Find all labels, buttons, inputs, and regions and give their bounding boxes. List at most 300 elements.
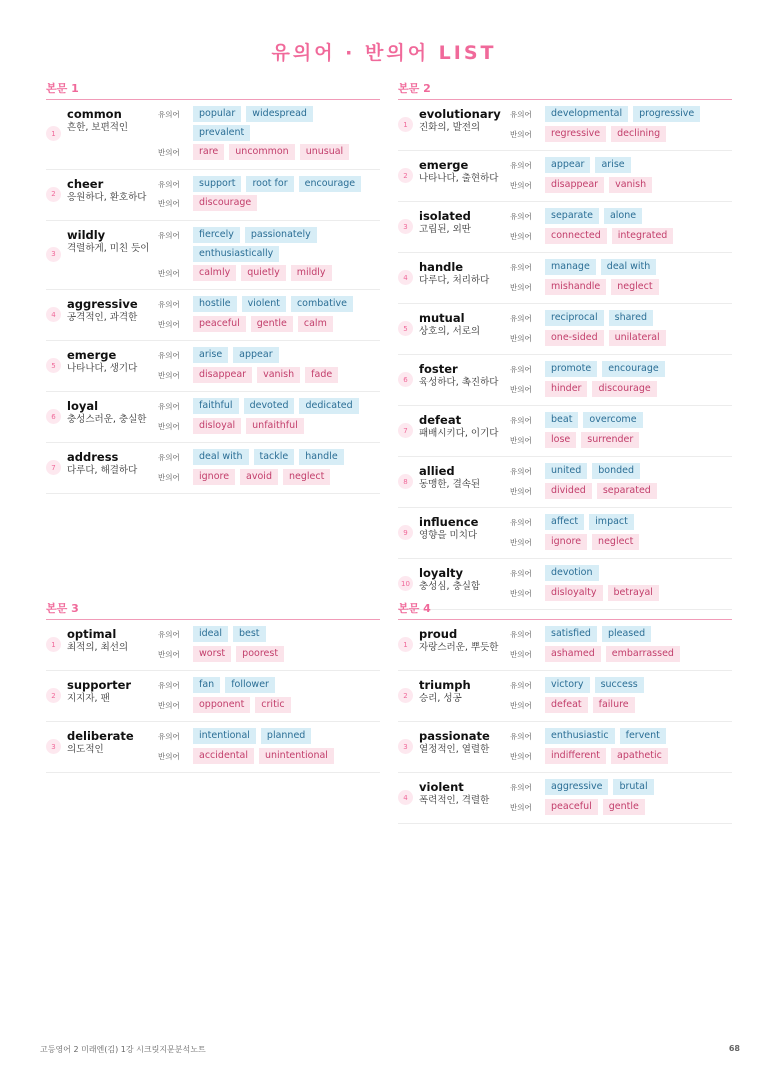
synonym-chips (193, 105, 380, 143)
antonym-chip: unilateral (609, 330, 666, 346)
korean-meaning: 진화의, 발전의 (419, 122, 481, 133)
antonym-chip: gentle (251, 316, 293, 332)
antonym-chip: poorest (236, 646, 284, 662)
antonym-label: 반의어 (510, 537, 532, 547)
synonym-chip: reciprocal (545, 310, 604, 326)
synonym-label: 유의어 (158, 732, 180, 741)
synonym-label: 유의어 (510, 161, 532, 170)
synonym-row (510, 513, 732, 533)
synonym-antonym-rows (510, 564, 732, 603)
korean-meaning: 패배시키다, 이기다 (419, 428, 499, 439)
antonym-chips (545, 329, 732, 348)
synonym-row (510, 564, 732, 584)
antonym-chip: disappear (193, 367, 252, 383)
synonym-chip: support (193, 176, 241, 192)
antonym-chip: vanish (257, 367, 300, 383)
antonym-row (510, 798, 732, 818)
antonym-chip: failure (593, 697, 635, 713)
section-heading: 본문 1 (46, 80, 380, 100)
synonym-chip: overcome (583, 412, 642, 428)
vocab-entry (46, 221, 380, 291)
synonym-chips (545, 727, 732, 746)
synonym-antonym-rows (158, 226, 380, 284)
antonym-chip: integrated (612, 228, 674, 244)
synonym-chip: combative (291, 296, 353, 312)
synonym-row (158, 175, 380, 195)
antonym-chips (545, 533, 732, 552)
antonym-row (158, 366, 380, 386)
section-1 (46, 80, 380, 494)
korean-meaning: 영향을 미치다 (419, 530, 478, 541)
page-title: 유의어 · 반의어 LIST (271, 42, 497, 64)
antonym-row (158, 194, 380, 214)
synonym-chip: dedicated (299, 398, 358, 414)
antonym-row (158, 696, 380, 716)
word-block (419, 727, 510, 766)
korean-meaning: 다루다, 처리하다 (419, 275, 490, 286)
synonym-chips (545, 156, 732, 175)
antonym-chip: defeat (545, 697, 588, 713)
synonym-chips (545, 105, 732, 124)
antonym-chip: opponent (193, 697, 250, 713)
korean-meaning: 흔한, 보편적인 (67, 122, 129, 133)
synonym-label: 유의어 (158, 300, 180, 309)
korean-meaning: 자랑스러운, 뿌듯한 (419, 642, 499, 653)
synonym-antonym-rows (510, 258, 732, 297)
synonym-antonym-rows (158, 625, 380, 664)
synonym-label: 유의어 (158, 351, 180, 360)
entry-number-badge: 1 (398, 637, 413, 652)
synonym-chip: fervent (620, 728, 666, 744)
entry-number-badge: 5 (46, 358, 61, 373)
word-block (419, 513, 510, 552)
synonym-label: 유의어 (158, 681, 180, 690)
korean-meaning: 열정적인, 열렬한 (419, 744, 490, 755)
vocab-entry (398, 253, 732, 304)
vocab-entry (398, 406, 732, 457)
korean-meaning: 동맹한, 결속된 (419, 479, 481, 490)
word-block (67, 226, 158, 284)
korean-meaning: 폭력적인, 격렬한 (419, 795, 490, 806)
antonym-chips (193, 194, 380, 213)
antonym-chip: ashamed (545, 646, 601, 662)
synonym-chip: devoted (244, 398, 295, 414)
antonym-label: 반의어 (158, 148, 180, 157)
word-block (67, 397, 158, 436)
entry-number-wrap (398, 309, 419, 348)
entry-number-wrap (46, 295, 67, 334)
vocab-entry (46, 341, 380, 392)
headword: cheer (67, 176, 104, 191)
antonym-chips (545, 176, 732, 195)
synonym-label: 유의어 (510, 630, 532, 639)
vocab-entry (46, 290, 380, 341)
entry-number-wrap (398, 156, 419, 195)
synonym-row (510, 258, 732, 278)
synonym-antonym-rows (158, 448, 380, 487)
entry-number-badge: 7 (46, 460, 61, 475)
headword: loyalty (419, 566, 464, 580)
synonym-antonym-rows (158, 105, 380, 163)
korean-meaning: 격렬하게, 미친 듯이 (67, 242, 150, 254)
antonym-label: 반의어 (510, 802, 532, 812)
antonym-chip: calm (298, 316, 333, 332)
antonym-row (158, 747, 380, 767)
antonym-chip: apathetic (611, 748, 668, 764)
antonym-chips (545, 278, 732, 297)
antonym-label: 반의어 (510, 129, 532, 139)
headword: loyal (67, 399, 99, 413)
footer-book-title: 고등영어 2 미래엔(김) 1강 시크릿지문분석노트 (40, 1045, 206, 1054)
synonym-antonym-rows (510, 309, 732, 348)
synonym-chip: encourage (299, 176, 362, 192)
synonym-label: 유의어 (158, 630, 180, 639)
entry-number-wrap (46, 448, 67, 487)
antonym-row (158, 143, 380, 163)
synonym-chip: aggressive (545, 779, 608, 795)
headword: wildly (67, 227, 106, 242)
headword: defeat (419, 413, 462, 427)
word-block (67, 346, 158, 385)
antonym-chip: one-sided (545, 330, 604, 346)
antonym-chip: quietly (241, 265, 286, 281)
entry-number-badge: 4 (398, 790, 413, 805)
antonym-row (158, 315, 380, 335)
antonym-label: 반의어 (158, 319, 180, 329)
synonym-antonym-rows (510, 105, 732, 144)
antonym-chip: uncommon (229, 144, 294, 160)
entry-number-badge: 2 (46, 187, 61, 202)
synonym-antonym-rows (510, 513, 732, 552)
antonym-chips (545, 227, 732, 246)
synonym-chip: deal with (193, 449, 249, 465)
antonym-chip: ignore (545, 534, 587, 550)
synonym-row (158, 727, 380, 747)
headword: common (67, 107, 122, 121)
entry-number-badge: 4 (46, 307, 61, 322)
synonym-label: 유의어 (510, 518, 532, 527)
vocab-entry (398, 620, 732, 671)
synonym-row (510, 207, 732, 227)
vocab-entry (46, 620, 380, 671)
antonym-label: 반의어 (158, 268, 180, 278)
antonym-label: 반의어 (510, 700, 532, 710)
antonym-chip: unusual (300, 144, 350, 160)
synonym-chip: intentional (193, 728, 256, 744)
synonym-chip: appear (545, 157, 590, 173)
korean-meaning: 고립된, 외딴 (419, 224, 471, 235)
antonym-chip: discourage (193, 195, 257, 211)
antonym-chips (545, 482, 732, 501)
antonym-chips (193, 366, 380, 385)
vocab-entry (398, 202, 732, 253)
entry-number-badge: 8 (398, 474, 413, 489)
antonym-label: 반의어 (158, 421, 180, 431)
korean-meaning: 충성스러운, 충실한 (67, 414, 147, 425)
synonym-chip: best (233, 626, 266, 642)
antonym-chip: connected (545, 228, 607, 244)
antonym-label: 반의어 (510, 486, 532, 496)
entry-number-badge: 1 (46, 637, 61, 652)
synonym-row (510, 156, 732, 176)
synonym-antonym-rows (510, 462, 732, 501)
synonym-chips (193, 676, 380, 695)
page-number: 68 (728, 1044, 740, 1053)
headword: deliberate (67, 729, 134, 743)
synonym-chip: affect (545, 514, 584, 530)
entry-number-wrap (46, 105, 67, 163)
synonym-chip: shared (609, 310, 653, 326)
entry-number-wrap (398, 105, 419, 144)
antonym-chips (193, 696, 380, 715)
antonym-label: 반의어 (510, 751, 532, 761)
word-block (419, 207, 510, 246)
synonym-row (510, 411, 732, 431)
antonym-label: 반의어 (510, 649, 532, 659)
vocab-entry (398, 355, 732, 406)
antonym-chip: calmly (193, 265, 236, 281)
antonym-chips (545, 431, 732, 450)
synonym-chips (545, 513, 732, 532)
synonym-chips (545, 564, 732, 583)
antonym-chip: fade (305, 367, 338, 383)
synonym-chips (545, 258, 732, 277)
entry-number-wrap (398, 411, 419, 450)
synonym-label: 유의어 (510, 416, 532, 425)
antonym-chip: indifferent (545, 748, 606, 764)
synonym-label: 유의어 (510, 783, 532, 792)
synonym-chip: pleased (602, 626, 651, 642)
word-block (67, 448, 158, 487)
entry-number-badge: 7 (398, 423, 413, 438)
synonym-row (158, 346, 380, 366)
synonym-chip: arise (193, 347, 228, 363)
entry-number-badge: 4 (398, 270, 413, 285)
vocab-entry (398, 457, 732, 508)
entry-number-badge: 10 (398, 576, 413, 591)
headword: emerge (67, 348, 117, 362)
antonym-row (510, 380, 732, 400)
synonym-antonym-rows (510, 727, 732, 766)
synonym-chip: alone (604, 208, 642, 224)
synonym-chips (545, 778, 732, 797)
antonym-chip: peaceful (545, 799, 598, 815)
antonym-label: 반의어 (510, 180, 532, 190)
synonym-row (510, 462, 732, 482)
entry-number-wrap (398, 625, 419, 664)
vocab-entry (398, 508, 732, 559)
korean-meaning: 육성하다, 촉진하다 (419, 377, 499, 388)
korean-meaning: 나타나다, 생기다 (67, 363, 138, 374)
section-2 (398, 80, 732, 610)
synonym-row (510, 778, 732, 798)
synonym-chip: ideal (193, 626, 228, 642)
vocab-entry (398, 100, 732, 151)
synonym-chip: brutal (613, 779, 653, 795)
antonym-chip: critic (255, 697, 290, 713)
antonym-chip: neglect (283, 469, 330, 485)
synonym-chips (193, 295, 380, 314)
entry-number-badge: 3 (398, 739, 413, 754)
antonym-row (510, 482, 732, 502)
synonym-chip: promote (545, 361, 597, 377)
korean-meaning: 나타나다, 출현하다 (419, 173, 499, 184)
antonym-label: 반의어 (510, 435, 532, 445)
headword: aggressive (67, 297, 138, 311)
synonym-chips (545, 411, 732, 430)
entry-number-badge: 6 (398, 372, 413, 387)
synonym-chip: popular (193, 106, 241, 122)
synonym-row (510, 676, 732, 696)
antonym-chips (545, 645, 732, 664)
synonym-chip: hostile (193, 296, 237, 312)
antonym-chip: ignore (193, 469, 235, 485)
antonym-chip: hinder (545, 381, 587, 397)
korean-meaning: 의도적인 (67, 744, 104, 755)
antonym-chip: peaceful (193, 316, 246, 332)
synonym-chips (193, 448, 380, 467)
antonym-chip: separated (597, 483, 657, 499)
synonym-chip: developmental (545, 106, 628, 122)
korean-meaning: 지지자, 팬 (67, 693, 110, 704)
antonym-chip: regressive (545, 126, 606, 142)
antonym-chip: discourage (592, 381, 656, 397)
synonym-chip: root for (246, 176, 293, 192)
synonym-row (510, 309, 732, 329)
antonym-chip: mildly (291, 265, 332, 281)
synonym-row (158, 397, 380, 417)
entry-number-badge: 3 (46, 247, 61, 262)
antonym-label: 반의어 (158, 199, 180, 208)
synonym-label: 유의어 (158, 110, 180, 119)
entry-number-wrap (398, 462, 419, 501)
synonym-row (158, 625, 380, 645)
synonym-antonym-rows (158, 346, 380, 385)
synonym-row (510, 360, 732, 380)
headword: triumph (419, 678, 471, 692)
antonym-label: 반의어 (158, 700, 180, 710)
synonym-chips (545, 676, 732, 695)
korean-meaning: 공격적인, 과격한 (67, 312, 138, 323)
antonym-chip: rare (193, 144, 224, 160)
entry-number-wrap (46, 346, 67, 385)
korean-meaning: 응원하다, 환호하다 (67, 191, 147, 203)
synonym-chips (193, 175, 380, 194)
headword: mutual (419, 311, 465, 325)
korean-meaning: 승리, 성공 (419, 693, 462, 704)
antonym-chips (545, 380, 732, 399)
entry-number-wrap (398, 727, 419, 766)
synonym-antonym-rows (158, 676, 380, 715)
entry-number-badge: 2 (398, 688, 413, 703)
entry-number-wrap (46, 226, 67, 284)
headword: address (67, 450, 119, 464)
synonym-label: 유의어 (158, 453, 180, 462)
vocab-entry (46, 671, 380, 722)
synonym-antonym-rows (158, 295, 380, 334)
synonym-label: 유의어 (158, 402, 180, 411)
synonym-chip: enthusiastic (545, 728, 615, 744)
headword: evolutionary (419, 107, 501, 121)
antonym-label: 반의어 (510, 231, 532, 241)
synonym-chips (545, 309, 732, 328)
synonym-row (510, 625, 732, 645)
antonym-chip: surrender (581, 432, 639, 448)
synonym-chips (545, 462, 732, 481)
synonym-chip: planned (261, 728, 311, 744)
word-block (67, 727, 158, 766)
synonym-label: 유의어 (510, 732, 532, 741)
vocab-entry (398, 773, 732, 824)
antonym-chip: worst (193, 646, 231, 662)
word-block (67, 676, 158, 715)
synonym-label: 유의어 (510, 569, 532, 578)
synonym-antonym-rows (158, 727, 380, 766)
synonym-antonym-rows (510, 778, 732, 817)
synonym-chip: faithful (193, 398, 239, 414)
synonym-chip: bonded (592, 463, 640, 479)
synonym-chip: appear (233, 347, 278, 363)
section-heading: 본문 4 (398, 600, 732, 620)
synonym-antonym-rows (510, 676, 732, 715)
synonym-row (158, 105, 380, 143)
entry-number-badge: 3 (46, 739, 61, 754)
entry-number-wrap (398, 207, 419, 246)
antonym-chip: neglect (592, 534, 639, 550)
headword: foster (419, 362, 458, 376)
word-block (67, 625, 158, 664)
word-block (419, 105, 510, 144)
entry-number-badge: 1 (398, 117, 413, 132)
synonym-chip: devotion (545, 565, 599, 581)
synonym-chip: fiercely (193, 227, 240, 243)
vocab-entry (46, 170, 380, 221)
antonym-chips (193, 264, 380, 283)
antonym-chips (545, 696, 732, 715)
synonym-label: 유의어 (510, 467, 532, 476)
synonym-chips (545, 625, 732, 644)
synonym-chip: handle (299, 449, 343, 465)
synonym-label: 유의어 (158, 230, 180, 240)
antonym-chip: declining (611, 126, 666, 142)
synonym-row (158, 295, 380, 315)
entry-number-badge: 5 (398, 321, 413, 336)
synonym-row (510, 105, 732, 125)
synonym-row (158, 676, 380, 696)
synonym-chips (545, 207, 732, 226)
synonym-chip: follower (225, 677, 275, 693)
antonym-chips (545, 125, 732, 144)
word-block (67, 105, 158, 163)
synonym-chip: tackle (254, 449, 295, 465)
antonym-chips (193, 468, 380, 487)
synonym-chips (545, 360, 732, 379)
antonym-chip: betrayal (608, 585, 659, 601)
entry-number-badge: 6 (46, 409, 61, 424)
synonym-label: 유의어 (510, 110, 532, 119)
synonym-chip: success (595, 677, 644, 693)
synonym-row (158, 226, 380, 264)
word-block (419, 676, 510, 715)
synonym-chips (193, 625, 380, 644)
synonym-chip: widespread (246, 106, 313, 122)
synonym-chips (193, 346, 380, 365)
vocab-entry (398, 671, 732, 722)
headword: influence (419, 515, 479, 529)
synonym-row (510, 727, 732, 747)
synonym-chip: progressive (633, 106, 700, 122)
entry-number-badge: 2 (46, 688, 61, 703)
